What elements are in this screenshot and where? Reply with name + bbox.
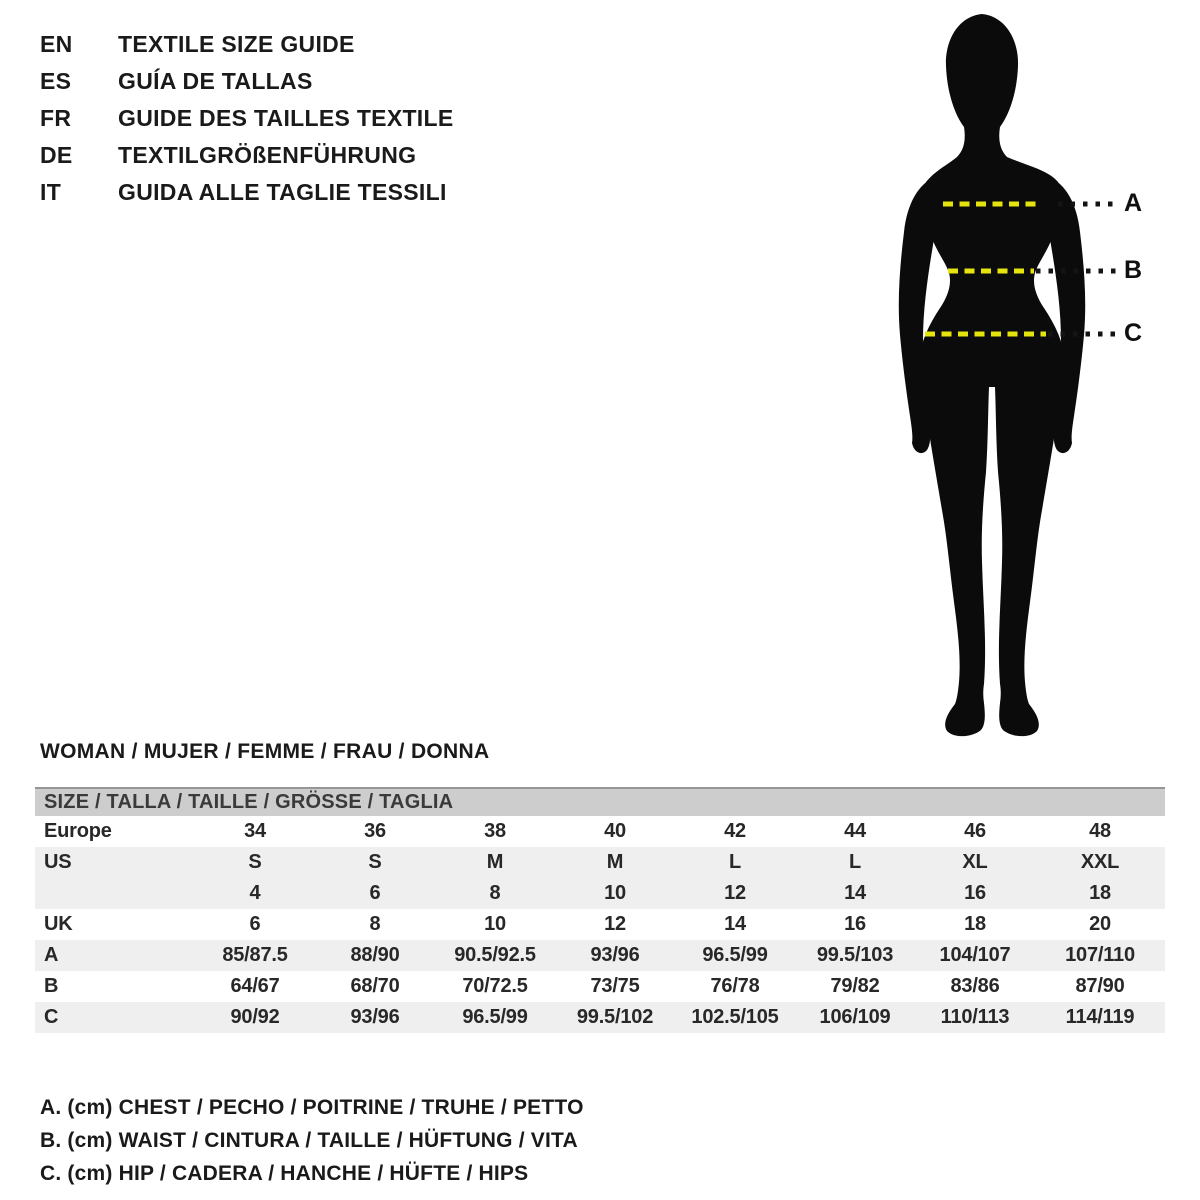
- size-cell: 106/109: [819, 1006, 891, 1028]
- size-cell: 20: [1089, 913, 1111, 935]
- size-cell: 93/96: [590, 944, 640, 966]
- size-cell: 90.5/92.5: [454, 944, 536, 966]
- language-row: [40, 100, 454, 137]
- size-cell: 6: [249, 913, 261, 935]
- size-cell: 40: [604, 820, 626, 842]
- language-row: [40, 137, 454, 174]
- legend-line: B. (cm) WAIST / CINTURA / TAILLE / HÜFTUNG / VITA: [40, 1128, 578, 1152]
- size-cell: 107/110: [1065, 944, 1135, 966]
- size-cell: 14: [724, 913, 746, 935]
- language-title: TEXTILE SIZE GUIDE: [118, 31, 355, 57]
- language-title: GUÍA DE TALLAS: [118, 68, 313, 94]
- body-measurement-figure: [880, 0, 1200, 745]
- size-cell: 16: [964, 882, 986, 904]
- size-cell: M: [606, 851, 624, 873]
- size-cell: 102.5/105: [691, 1006, 779, 1028]
- size-cell: 96.5/99: [702, 944, 768, 966]
- size-cell: 68/70: [350, 975, 400, 997]
- size-cell: 8: [489, 882, 501, 904]
- size-cell: 90/92: [230, 1006, 280, 1028]
- size-cell: 87/90: [1075, 975, 1125, 997]
- size-cell: 12: [604, 913, 626, 935]
- size-cell: XXL: [1080, 851, 1120, 873]
- size-cell: 99.5/102: [576, 1006, 654, 1028]
- size-cell: 12: [724, 882, 746, 904]
- woman-silhouette-svg: [880, 0, 1200, 745]
- size-table: [35, 787, 1165, 1033]
- table-row: [35, 909, 1165, 940]
- language-code: DE: [40, 142, 73, 168]
- measure-label-hip: C: [1124, 319, 1143, 347]
- size-cell: 18: [1089, 882, 1111, 904]
- table-row: [35, 847, 1165, 878]
- language-code: EN: [40, 31, 73, 57]
- row-label: US: [44, 851, 72, 873]
- legend-line: C. (cm) HIP / CADERA / HANCHE / HÜFTE / HIPS: [40, 1161, 529, 1185]
- size-cell: L: [848, 851, 862, 873]
- size-cell: 96.5/99: [462, 1006, 528, 1028]
- size-cell: 104/107: [939, 944, 1011, 966]
- size-cell: 10: [604, 882, 626, 904]
- legend-line: A. (cm) CHEST / PECHO / POITRINE / TRUHE / PETTO: [40, 1095, 584, 1119]
- row-label: A: [44, 944, 59, 966]
- language-row: [40, 26, 454, 63]
- size-cell: M: [486, 851, 504, 873]
- size-cell: L: [728, 851, 742, 873]
- size-cell: 114/119: [1065, 1006, 1135, 1028]
- table-row: [35, 878, 1165, 909]
- size-cell: 48: [1089, 820, 1111, 842]
- language-row: [40, 63, 454, 100]
- size-cell: 46: [964, 820, 986, 842]
- size-cell: 76/78: [710, 975, 760, 997]
- size-cell: S: [248, 851, 262, 873]
- size-cell: 34: [244, 820, 266, 842]
- size-cell: 70/72.5: [462, 975, 528, 997]
- size-table-grid: [35, 816, 1165, 1033]
- table-row: [35, 816, 1165, 847]
- size-cell: 4: [249, 882, 261, 904]
- table-row: [35, 1002, 1165, 1033]
- language-row: [40, 174, 454, 211]
- row-label: [35, 878, 195, 909]
- size-cell: 18: [964, 913, 986, 935]
- language-title-list: [40, 26, 454, 211]
- size-cell: 16: [844, 913, 866, 935]
- measure-label-waist: B: [1124, 256, 1143, 284]
- language-title: GUIDE DES TAILLES TEXTILE: [118, 105, 454, 131]
- table-row: [35, 971, 1165, 1002]
- size-cell: 64/67: [230, 975, 280, 997]
- size-cell: 93/96: [350, 1006, 400, 1028]
- size-cell: 10: [484, 913, 506, 935]
- row-label: Europe: [44, 820, 112, 842]
- size-cell: 6: [369, 882, 381, 904]
- size-cell: 14: [844, 882, 866, 904]
- size-cell: 85/87.5: [222, 944, 288, 966]
- size-cell: 38: [484, 820, 506, 842]
- size-cell: 88/90: [350, 944, 400, 966]
- size-cell: 42: [724, 820, 746, 842]
- size-cell: 79/82: [830, 975, 880, 997]
- size-table-header: SIZE / TALLA / TAILLE / GRÖSSE / TAGLIA: [35, 787, 1165, 816]
- size-cell: XL: [962, 851, 988, 873]
- size-cell: 110/113: [940, 1006, 1010, 1028]
- measure-label-chest: A: [1124, 189, 1143, 217]
- table-row: [35, 940, 1165, 971]
- size-cell: 99.5/103: [816, 944, 894, 966]
- language-code: IT: [40, 179, 62, 205]
- language-title: GUIDA ALLE TAGLIE TESSILI: [118, 179, 447, 205]
- size-cell: 36: [364, 820, 386, 842]
- woman-silhouette: [919, 14, 1066, 736]
- row-label: UK: [44, 913, 73, 935]
- gender-heading: WOMAN / MUJER / FEMME / FRAU / DONNA: [40, 740, 490, 763]
- size-cell: S: [368, 851, 382, 873]
- row-label: C: [44, 1006, 59, 1028]
- size-cell: 8: [369, 913, 381, 935]
- size-cell: 44: [844, 820, 866, 842]
- language-title: TEXTILGRÖßENFÜHRUNG: [118, 142, 417, 168]
- size-cell: 73/75: [590, 975, 640, 997]
- language-code: ES: [40, 68, 72, 94]
- size-cell: 83/86: [950, 975, 1000, 997]
- language-code: FR: [40, 105, 72, 131]
- row-label: B: [44, 975, 59, 997]
- measurement-legend: [40, 1091, 584, 1190]
